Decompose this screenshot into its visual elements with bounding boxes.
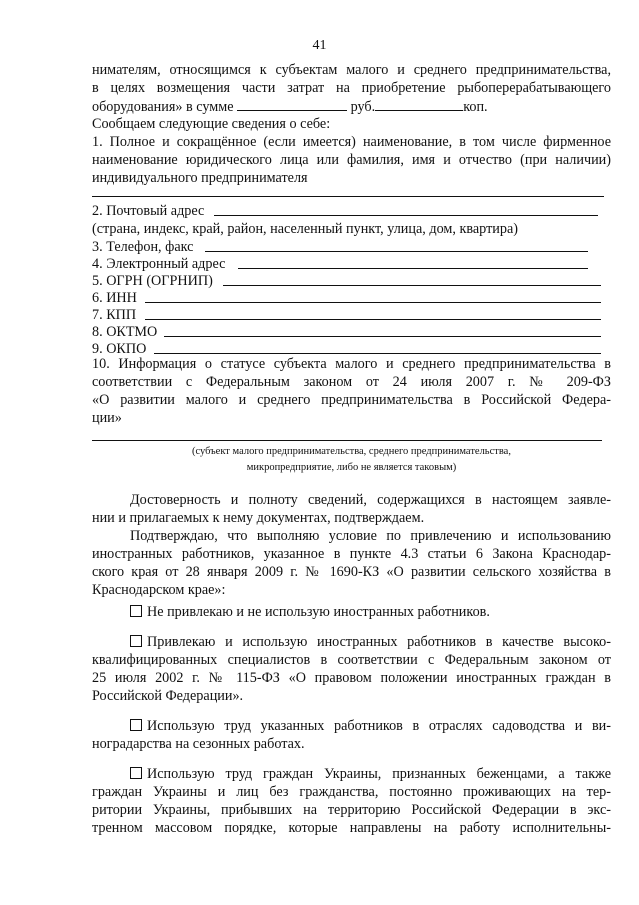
- option-ukraine-citizens-line-1: Использую труд граждан Украины, признанных беженцами, а также: [147, 766, 611, 782]
- option-ukraine-citizens: [130, 766, 611, 782]
- option-ukraine-citizens-line-2: граждан Украины и лиц без гражданства, постоянно проживающих на тер-: [92, 784, 611, 800]
- sum-kop-label: коп.: [463, 99, 488, 115]
- item2-hint: (страна, индекс, край, район, населенный пункт, улица, дом, квартира): [92, 221, 518, 237]
- option-not-using: [130, 604, 490, 620]
- field-phone-label: 3. Телефон, факс: [92, 239, 194, 255]
- checkbox-ukraine-citizens[interactable]: [130, 767, 142, 779]
- field-email-label: 4. Электронный адрес: [92, 256, 226, 272]
- status-note-line-2: микропредприятие, либо не является таковым): [246, 462, 457, 473]
- item10-line-4: ции»: [92, 410, 122, 426]
- field-oktmo-label: 8. ОКТМО: [92, 324, 158, 340]
- field-okpo-label: 9. ОКПО: [92, 341, 147, 357]
- phone-field[interactable]: [205, 251, 588, 252]
- item1-line-1: 1. Полное и сокращённое (если имеется) наименование, в том числе фирменное: [92, 134, 611, 150]
- field-inn-label: 6. ИНН: [92, 290, 137, 306]
- intro-line-2: в целях возмещения части затрат на приобретение рыбоперерабатывающего: [92, 80, 611, 96]
- option-seasonal: [130, 718, 611, 734]
- item10-line-2: соответствии с Федеральным законом от 24 июля 2007 г. № 209-ФЗ: [92, 374, 611, 390]
- item2-label: 2. Почтовый адрес: [92, 203, 205, 219]
- field-ogrn-label: 5. ОГРН (ОГРНИП): [92, 273, 213, 289]
- condition-line-4: Краснодарском крае»:: [92, 582, 226, 598]
- field-kpp-label: 7. КПП: [92, 307, 137, 323]
- oktmo-field[interactable]: [164, 336, 601, 337]
- sum-prefix: оборудования» в сумме: [92, 99, 234, 115]
- option-ukraine-citizens-line-3: ритории Украины, прибывших на территорию Российской Федерации в экс-: [92, 802, 611, 818]
- ogrn-field[interactable]: [223, 285, 601, 286]
- sum-line: [92, 98, 488, 115]
- option-highly-qualified-line-2: квалифицированных специалистов в соответствии с Федеральным законом от: [92, 652, 611, 668]
- checkbox-not-using[interactable]: [130, 605, 142, 617]
- email-field[interactable]: [238, 268, 588, 269]
- option-highly-qualified-line-4: Российской Федерации».: [92, 688, 244, 704]
- option-highly-qualified-line-1: Привлекаю и использую иностранных работников в качестве высоко-: [147, 634, 611, 650]
- intro-line-1: нимателям, относящимся к субъектам малого и среднего предпринимательства,: [92, 62, 611, 78]
- item1-line-2: наименование юридического лица или фамилия, имя и отчество (при наличии): [92, 152, 611, 168]
- info-title: Сообщаем следующие сведения о себе:: [92, 116, 331, 132]
- item10-line-3: «О развитии малого и среднего предпринимательства в Российской Федера-: [92, 392, 611, 408]
- item1-answer-line[interactable]: [92, 196, 604, 197]
- page-number: 41: [312, 38, 327, 53]
- confirm-line-1: Достоверность и полноту сведений, содержащихся в настоящем заявле-: [130, 492, 611, 508]
- option-ukraine-citizens-line-4: тренном массовом порядке, которые направлены на работу исполнительны-: [92, 820, 611, 836]
- inn-field[interactable]: [145, 302, 601, 303]
- option-highly-qualified: [130, 634, 611, 650]
- postal-address-field[interactable]: [214, 215, 598, 216]
- condition-line-1: Подтверждаю, что выполняю условие по привлечению и использованию: [130, 528, 611, 544]
- sum-rub-label: руб.: [350, 99, 376, 115]
- option-highly-qualified-line-3: 25 июля 2002 г. № 115-ФЗ «О правовом положении иностранных граждан в: [92, 670, 611, 686]
- checkbox-seasonal[interactable]: [130, 719, 142, 731]
- confirm-line-2: нии и прилагаемых к нему документах, подтверждаем.: [92, 510, 425, 526]
- condition-line-2: иностранных работников, указанное в пункте 4.3 статьи 6 Закона Краснодар-: [92, 546, 611, 562]
- okpo-field[interactable]: [154, 353, 601, 354]
- status-answer-line[interactable]: [92, 440, 602, 441]
- option-not-using-text: Не привлекаю и не использую иностранных работников.: [147, 604, 490, 620]
- status-note-line-1: (субъект малого предпринимательства, среднего предпринимательства,: [192, 446, 511, 457]
- item10-line-1: 10. Информация о статусе субъекта малого и среднего предпринимательства в: [92, 356, 611, 372]
- sum-kop-field[interactable]: [375, 98, 463, 111]
- sum-rub-field[interactable]: [237, 98, 347, 111]
- checkbox-highly-qualified[interactable]: [130, 635, 142, 647]
- condition-line-3: ского края от 28 января 2009 г. № 1690-КЗ «О развитии сельского хозяйства в: [92, 564, 611, 580]
- option-seasonal-line-2: ноградарства на сезонных работах.: [92, 736, 305, 752]
- option-seasonal-line-1: Использую труд указанных работников в отраслях садоводства и ви-: [147, 718, 611, 734]
- item1-line-3: индивидуального предпринимателя: [92, 170, 308, 186]
- kpp-field[interactable]: [145, 319, 601, 320]
